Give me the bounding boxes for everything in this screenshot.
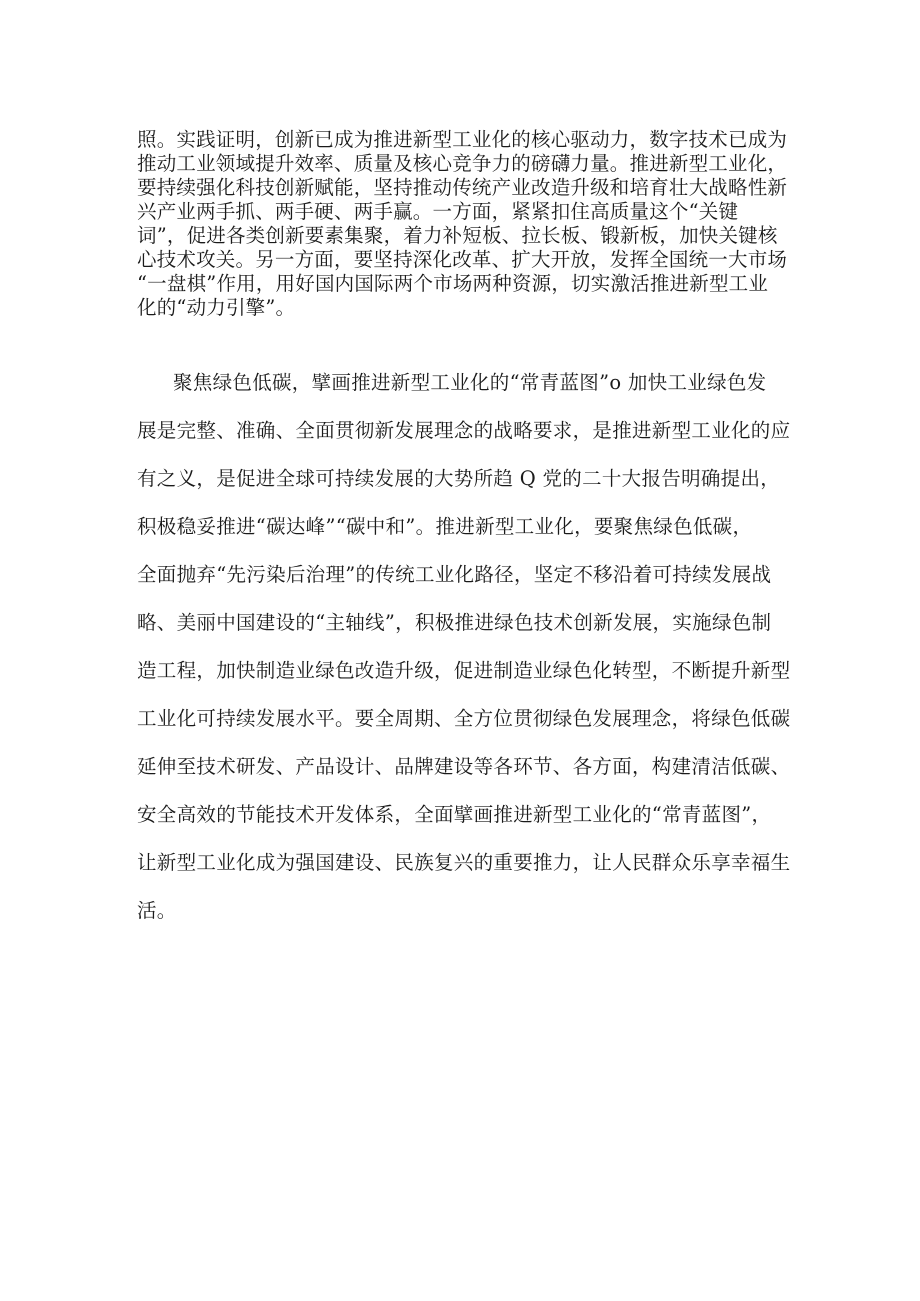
text-line: 让新型工业化成为强国建设、民族复兴的重要推力，让人民群众乐享幸福生 (137, 851, 791, 874)
text-line: 要持续强化科技创新赋能，坚持推动传统产业改造升级和培育壮大战略性新 (137, 176, 788, 199)
text-line: 积极稳妥推进“碳达峰”“碳中和”。推进新型工业化，要聚焦绿色低碳， (137, 515, 753, 538)
text-line: 聚焦绿色低碳，擘画推进新型工业化的“常青蓝图”o 加快工业绿色发 (173, 371, 767, 394)
text-line: 有之义，是促进全球可持续发展的大势所趋 Q 党的二十大报告明确提出， (137, 467, 781, 490)
text-line: “一盘棋”作用，用好国内国际两个市场两种资源，切实激活推进新型工业 (137, 272, 769, 295)
text-line: 展是完整、准确、全面贯彻新发展理念的战略要求，是推进新型工业化的应 (137, 419, 791, 442)
paragraph-innovation (137, 128, 797, 358)
text-line: 心技术攻关。另一方面，要坚持深化改革、扩大开放，发挥全国统一大市场 (137, 248, 788, 271)
paragraph-green-low-carbon (137, 370, 807, 950)
text-line: 工业化可持续发展水平。要全周期、全方位贯彻绿色发展理念，将绿色低碳 (137, 707, 791, 730)
text-line: 化的“动力引擎”。 (137, 296, 296, 319)
text-line: 词”，促进各类创新要素集聚，着力补短板、拉长板、锻新板，加快关键核 (137, 224, 778, 247)
text-line: 造工程，加快制造业绿色改造升级，促进制造业绿色化转型，不断提升新型 (137, 659, 791, 682)
text-line: 照。实践证明，创新已成为推进新型工业化的核心驱动力，数字技术已成为 (137, 128, 788, 151)
text-line: 全面抛弃“先污染后治理”的传统工业化路径，坚定不移沿着可持续发展战 (137, 563, 772, 586)
text-line: 略、美丽中国建设的“主轴线”，积极推进绿色技术创新发展，实施绿色制 (137, 611, 772, 634)
text-line: 活。 (137, 899, 177, 922)
text-line: 兴产业两手抓、两手硬、两手赢。一方面，紧紧扣住高质量这个“关键 (137, 200, 739, 223)
text-line: 推动工业领域提升效率、质量及核心竞争力的磅礴力量。推进新型工业化， (137, 152, 788, 175)
text-line: 延伸至技术研发、产品设计、品牌建设等各环节、各方面，构建清洁低碳、 (137, 755, 791, 778)
text-line: 安全高效的节能技术开发体系，全面擘画推进新型工业化的“常青蓝图”， (137, 803, 772, 826)
